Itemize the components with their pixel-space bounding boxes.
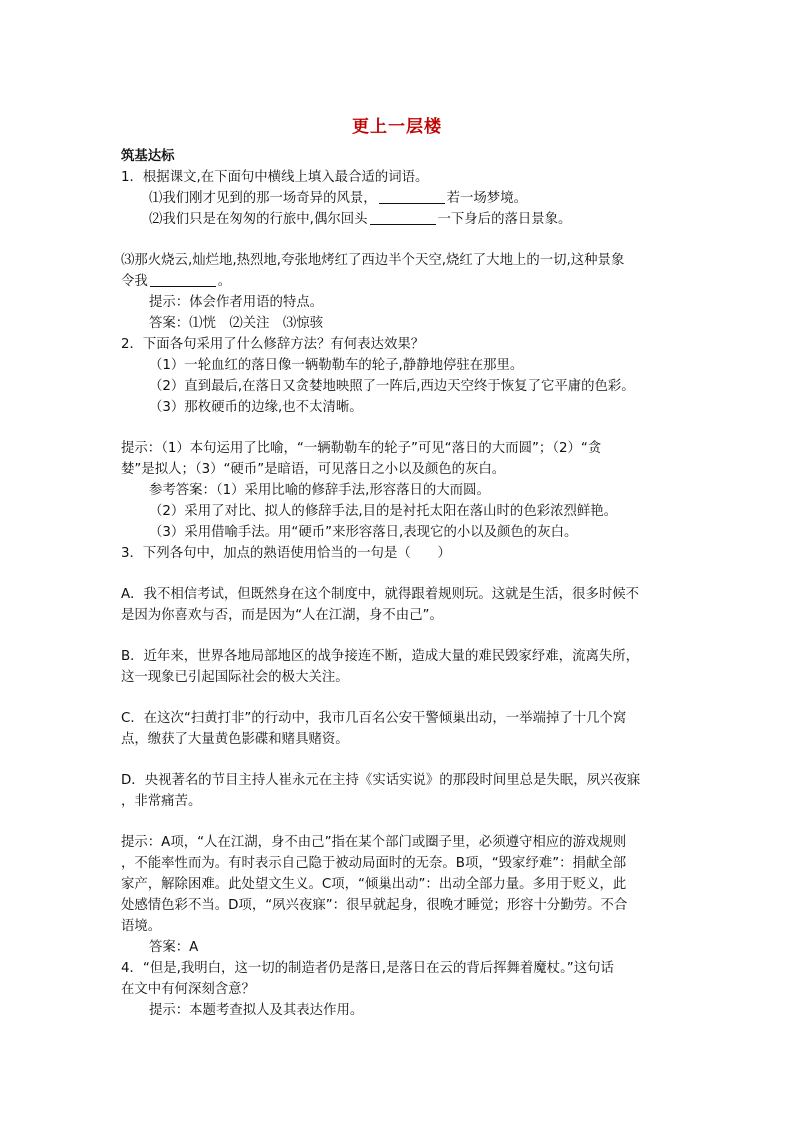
text-line: （3）采用借喻手法。用“硬币”来形容落日,表现它的小以及颜色的灰白。 xyxy=(149,525,578,540)
line-text-before-blank: ⑴我们刚才见到的那一场奇异的风景， xyxy=(149,191,377,206)
text-line: 提示：（1）本句运用了比喻，“一辆勒勒车的轮子”可见“落日的大而圆”；（2）“贪 xyxy=(121,441,602,456)
text-line xyxy=(149,209,571,230)
text-line: 3．下列各句中，加点的熟语使用恰当的一句是（ ） xyxy=(121,546,451,561)
text-line: 1．根据课文,在下面句中横线上填入最合适的词语。 xyxy=(121,170,429,185)
text-line: 参考答案：（1）采用比喻的修辞手法,形容落日的大而圆。 xyxy=(149,483,490,498)
text-line: 答案：⑴恍 ⑵关注 ⑶惊骇 xyxy=(149,316,324,331)
text-line: （3）那枚硬币的边缘,也不太清晰。 xyxy=(149,400,363,415)
text-line: 提示：A项，“人在江湖，身不由己”指在某个部门或圈子里，必须遵守相应的游戏规则 xyxy=(121,835,627,850)
text-line: 2．下面各句采用了什么修辞方法？有何表达效果？ xyxy=(121,337,425,352)
text-line: D．央视著名的节目主持人崔永元在主持《实话实说》的那段时间里总是失眠，夙兴夜寐 xyxy=(121,773,641,788)
line-text-after-blank: 一下身后的落日景象。 xyxy=(437,212,572,227)
text-line xyxy=(149,188,527,209)
page-title: 更上一层楼 xyxy=(352,117,442,137)
text-line: 提示：本题考查拟人及其表达作用。 xyxy=(149,1003,364,1018)
text-line: （1）一轮血红的落日像一辆勒勒车的轮子,静静地停驻在那里。 xyxy=(149,358,524,373)
fill-in-blank xyxy=(150,272,216,287)
text-line: ⑶那火烧云,灿烂地,热烈地,夸张地烤红了西边半个天空,烧红了大地上的一切,这种景象 xyxy=(121,253,625,268)
text-line: （2）直到最后,在落日又贪婪地映照了一阵后,西边天空终于恢复了它平庸的色彩。 xyxy=(149,379,635,394)
text-line: 答案：A xyxy=(149,940,199,955)
text-line: B．近年来，世界各地局部地区的战争接连不断，造成大量的难民毁家纾难，流离失所， xyxy=(121,649,640,664)
text-line: 语境。 xyxy=(121,919,162,934)
line-text-after-blank: 。 xyxy=(217,274,232,289)
line-text-after-blank: 若一场梦境。 xyxy=(446,191,527,206)
text-line: 点，缴获了大量黄色影碟和赌具赌资。 xyxy=(121,732,349,747)
text-line: 家产，解除困难。此处望文生义。C项，“倾巢出动”：出动全部力量。多用于贬义，此 xyxy=(121,877,627,892)
line-text-before-blank: 令我 xyxy=(121,274,148,289)
text-line: 提示：体会作者用语的特点。 xyxy=(149,295,324,310)
text-line: 婪”是拟人；（3）“硬币”是暗语，可见落日之小以及颜色的灰白。 xyxy=(121,462,506,477)
fill-in-blank xyxy=(379,189,445,204)
text-line: ，不能率性而为。有时表示自己隐于被动局面时的无奈。B项，“毁家纾难”：捐献全部 xyxy=(121,856,627,871)
text-line: 4．“但是,我明白，这一切的制造者仍是落日,是落日在云的背后挥舞着魔杖。”这句话 xyxy=(121,961,614,976)
text-line xyxy=(121,271,231,292)
text-line: 这一现象已引起国际社会的极大关注。 xyxy=(121,670,349,685)
text-line: C．在这次“扫黄打非”的行动中，我市几百名公安干警倾巢出动，一举端掉了十几个窝 xyxy=(121,711,627,726)
line-text-before-blank: ⑵我们只是在匆匆的行旅中,偶尔回头 xyxy=(149,212,368,227)
text-line: A．我不相信考试，但既然身在这个制度中，就得跟着规则玩。这就是生活，很多时候不 xyxy=(121,587,640,602)
text-line: ，非常痛苦。 xyxy=(121,794,202,809)
text-line: 处感情色彩不当。D项，“夙兴夜寐”：很早就起身，很晚才睡觉；形容十分勤劳。不合 xyxy=(121,898,628,913)
text-line: （2）采用了对比、拟人的修辞手法,目的是衬托太阳在落山时的色彩浓烈鲜艳。 xyxy=(149,504,618,519)
fill-in-blank xyxy=(370,210,436,225)
text-line: 在文中有何深刻含意？ xyxy=(121,982,255,997)
text-line: 是因为你喜欢与否，而是因为“人在江湖，身不由己”。 xyxy=(121,608,443,623)
section-heading: 筑基达标 xyxy=(121,149,175,164)
